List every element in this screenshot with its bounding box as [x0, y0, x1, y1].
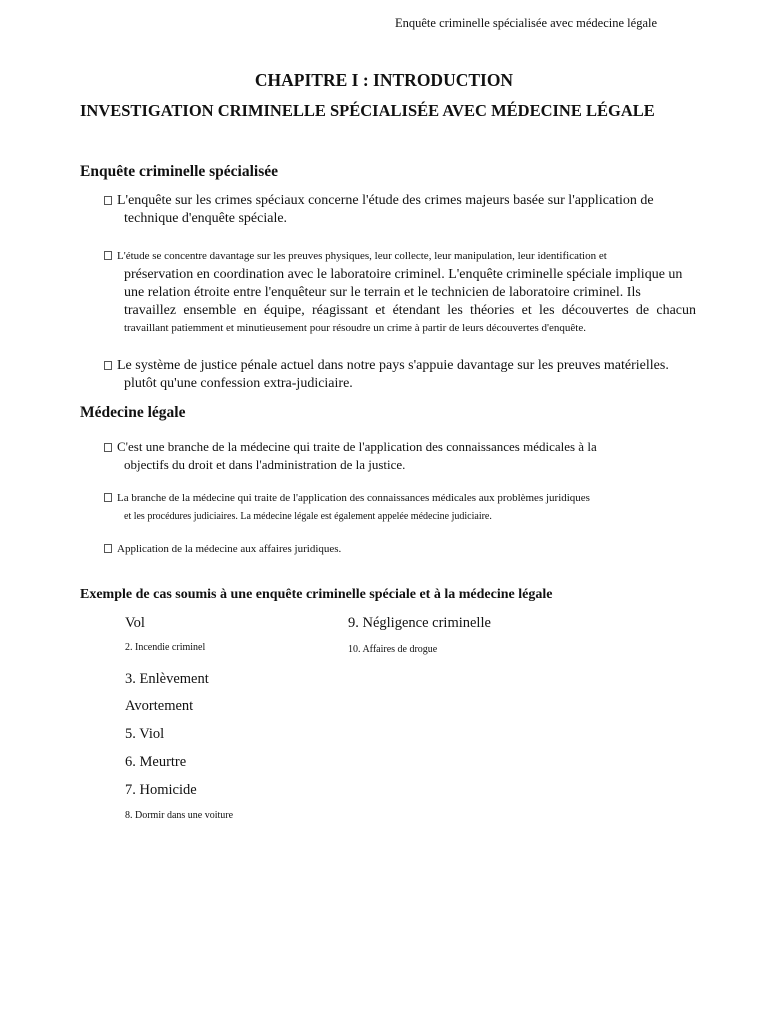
checkbox-bullet-icon: [104, 196, 112, 205]
bullet-item: [104, 192, 696, 228]
bullet-line: C'est une branche de la médecine qui traite de l'application des connaissances médicales à la: [104, 438, 696, 456]
case-item: 6. Meurtre: [125, 754, 187, 770]
bullet-line: L'étude se concentre davantage sur les preuves physiques, leur collecte, leur manipulation, leur identification et: [104, 248, 696, 266]
bullet-line: objectifs du droit et dans l'administration de la justice.: [124, 457, 406, 472]
case-item: 2. Incendie criminel: [125, 642, 206, 653]
case-item: 10. Affaires de drogue: [348, 644, 438, 655]
bullet-line: travaillez ensemble en équipe, réagissant et étendant les théories et les découvertes de chacun: [124, 302, 696, 318]
bullet-line: une relation étroite entre l'enquêteur sur le terrain et le technicien de laboratoire criminel. Ils: [124, 284, 641, 300]
checkbox-bullet-icon: [104, 544, 112, 553]
bullet-item: [104, 490, 696, 525]
bullet-line: L'enquête sur les crimes spéciaux concerne l'étude des crimes majeurs basée sur l'application de: [104, 192, 696, 210]
section-heading-medecine: Médecine légale: [80, 404, 186, 421]
checkbox-bullet-icon: [104, 493, 112, 502]
case-item: 8. Dormir dans une voiture: [125, 810, 234, 821]
bullet-line: Le système de justice pénale actuel dans notre pays s'appuie davantage sur les preuves matérielles.: [104, 357, 696, 375]
bullet-item: [104, 357, 696, 393]
running-header: Enquête criminelle spécialisée avec médecine légale: [395, 16, 658, 30]
case-item: 3. Enlèvement: [125, 671, 209, 687]
chapter-subtitle: INVESTIGATION CRIMINELLE SPÉCIALISÉE AVEC MÉDECINE LÉGALE: [80, 101, 655, 120]
bullet-line: préservation en coordination avec le laboratoire criminel. L'enquête criminelle spéciale implique un: [124, 266, 683, 282]
checkbox-bullet-icon: [104, 443, 112, 452]
section-heading-enquete: Enquête criminelle spécialisée: [80, 163, 279, 180]
checkbox-bullet-icon: [104, 361, 112, 370]
bullet-line: Application de la médecine aux affaires juridiques.: [104, 541, 696, 559]
case-item: Vol: [125, 615, 145, 631]
case-item: 5. Viol: [125, 726, 165, 742]
case-item: 7. Homicide: [125, 782, 197, 798]
chapter-title: CHAPITRE I : INTRODUCTION: [254, 70, 514, 90]
bullet-line: plutôt qu'une confession extra-judiciaire.: [124, 376, 353, 391]
bullet-line: La branche de la médecine qui traite de l'application des connaissances médicales aux problèmes juridiques: [104, 490, 696, 508]
bullet-item: [104, 541, 696, 559]
bullet-item: [104, 248, 696, 337]
bullet-line: travaillant patiemment et minutieusement pour résoudre un crime à partir de leurs découvertes d'enquête.: [124, 321, 586, 334]
bullet-item: [104, 438, 696, 474]
examples-heading: Exemple de cas soumis à une enquête criminelle spéciale et à la médecine légale: [80, 587, 553, 602]
checkbox-bullet-icon: [104, 251, 112, 260]
bullet-line: et les procédures judiciaires. La médecine légale est également appelée médecine judiciaire.: [124, 510, 492, 522]
case-item: 9. Négligence criminelle: [348, 615, 491, 631]
bullet-line: technique d'enquête spéciale.: [124, 211, 288, 226]
case-item: Avortement: [125, 698, 194, 714]
